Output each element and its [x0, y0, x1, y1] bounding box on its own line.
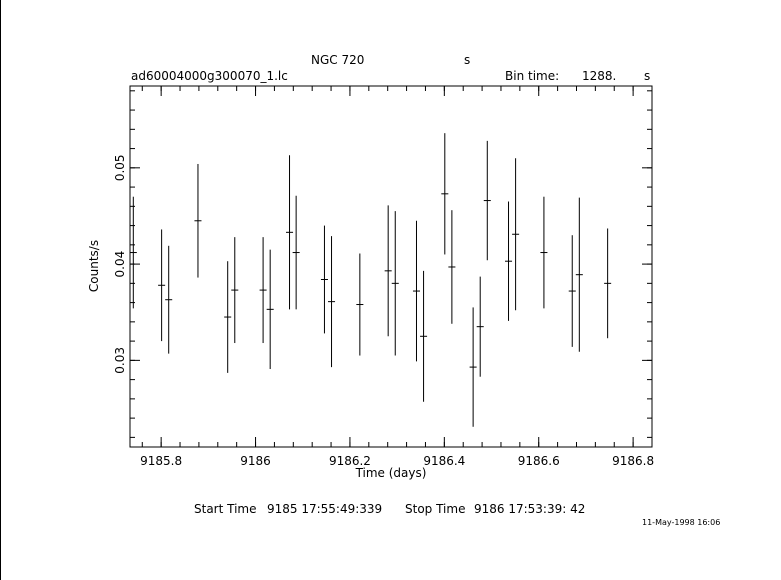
data-point	[321, 226, 328, 334]
date-stamp: 11-May-1998 16:06	[642, 518, 721, 527]
data-point	[448, 210, 455, 324]
data-point	[604, 228, 611, 338]
data-point	[505, 202, 512, 321]
data-point	[231, 237, 238, 343]
data-point	[260, 237, 267, 343]
stop-time-value: 9186 17:53:39: 42	[474, 502, 586, 516]
data-point	[413, 221, 420, 362]
bin-time-label: Bin time:	[505, 69, 560, 83]
data-point	[484, 141, 491, 260]
bin-time-value: 1288.	[582, 69, 617, 83]
x-tick-label: 9186.6	[517, 454, 560, 468]
data-point	[569, 235, 576, 347]
x-tick-label: 9186	[240, 454, 271, 468]
y-tick-labels	[113, 154, 127, 373]
data-point	[540, 197, 547, 309]
data-point	[420, 271, 427, 402]
start-time-value: 9185 17:55:49:339	[267, 502, 383, 516]
y-tick-label: 0.03	[113, 347, 127, 374]
axis-ticks	[130, 86, 652, 447]
data-point	[356, 254, 363, 356]
plot-frame	[130, 86, 652, 447]
data-point	[576, 198, 583, 352]
data-point	[328, 236, 335, 367]
x-tick-label: 9185.8	[140, 454, 183, 468]
data-point	[267, 250, 274, 369]
data-point	[512, 158, 519, 310]
data-point	[392, 211, 399, 355]
stop-time-label: Stop Time	[405, 502, 466, 516]
x-tick-label: 9186.8	[612, 454, 655, 468]
data-point	[286, 155, 293, 309]
data-point	[477, 277, 484, 377]
y-tick-label: 0.04	[113, 250, 127, 278]
object-unit: s	[464, 53, 471, 67]
data-point	[224, 261, 231, 373]
data-point	[293, 196, 300, 310]
x-tick-label: 9186.4	[423, 454, 466, 468]
x-tick-label: 9186.2	[328, 454, 371, 468]
x-axis-label: Time (days)	[355, 466, 427, 480]
data-point	[385, 205, 392, 336]
start-time-label: Start Time	[194, 502, 257, 516]
data-points	[130, 133, 611, 427]
data-point	[194, 164, 201, 278]
filename-label: ad60004000g300070_1.lc	[131, 69, 288, 83]
data-point	[165, 246, 172, 354]
data-point	[158, 229, 165, 341]
bin-time-unit: s	[644, 69, 651, 83]
y-axis-label: Counts/s	[87, 239, 101, 293]
data-point	[470, 307, 477, 426]
object-title: NGC 720	[311, 53, 365, 67]
y-tick-label: 0.05	[113, 154, 127, 182]
data-point	[130, 197, 137, 309]
data-point	[441, 133, 448, 254]
